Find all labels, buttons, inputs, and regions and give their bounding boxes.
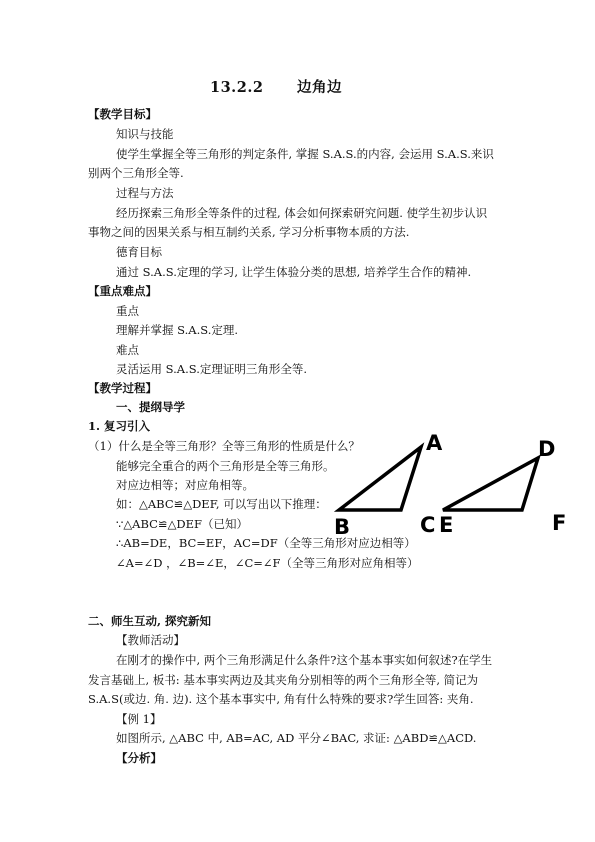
goal-knowledge-heading: 知识与技能 (116, 127, 174, 141)
label-c: C (420, 513, 436, 537)
goal-knowledge-text-2: 别两个三角形全等. (88, 166, 184, 180)
answer-line-2: 对应边相等；对应角相等。 (116, 478, 254, 492)
goal-process-text-2: 事物之间的因果关系与相互制约关系, 学习分析事物本质的方法. (88, 225, 410, 239)
answer-line-3: 如：△ABC≌△DEF, 可以写出以下推理： (116, 497, 327, 511)
answer-line-6: ∠A=∠D ，∠B=∠E，∠C=∠F（全等三角形对应角相等） (116, 556, 419, 570)
title-number: 13.2.2 (210, 79, 264, 96)
section-process-heading: 【教学过程】 (88, 381, 157, 395)
key-point-heading: 重点 (116, 304, 139, 318)
label-e: E (439, 513, 454, 537)
title-text: 边角边 (297, 79, 343, 96)
teacher-text-1: 在刚才的操作中, 两个三角形满足什么条件?这个基本事实如何叙述?在学生 (116, 653, 493, 667)
congruent-triangles-figure (330, 428, 590, 540)
goal-process-heading: 过程与方法 (116, 186, 174, 200)
difficulty-text: 灵活运用 S.A.S.定理证明三角形全等. (116, 362, 308, 376)
teacher-activity-heading: 【教师活动】 (116, 633, 185, 647)
triangle-abc (339, 447, 421, 510)
triangle-def (443, 458, 538, 510)
part-two-heading: 二、师生互动, 探究新知 (88, 614, 212, 628)
goal-moral-text: 通过 S.A.S.定理的学习, 让学生体验分类的思想, 培养学生合作的精神. (116, 265, 472, 279)
teacher-text-2: 发言基础上, 板书: 基本事实两边及其夹角分别相等的两个三角形全等, 简记为 (88, 673, 479, 687)
answer-line-5: ∴AB=DE，BC=EF，AC=DF（全等三角形对应边相等） (116, 536, 416, 550)
question-1: （1）什么是全等三角形？全等三角形的性质是什么？ (88, 439, 360, 453)
example-1-heading: 【例 1】 (116, 712, 162, 726)
label-a: A (426, 431, 443, 455)
part-one-heading: 一、提纲导学 (116, 400, 185, 414)
goal-process-text-1: 经历探索三角形全等条件的过程, 体会如何探索研究问题. 使学生初步认识 (116, 206, 488, 220)
label-d: D (538, 437, 556, 461)
difficulty-heading: 难点 (116, 343, 139, 357)
answer-line-4: ∵△ABC≌△DEF（已知） (116, 517, 249, 531)
section-key-heading: 【重点难点】 (88, 284, 157, 298)
teacher-text-3: S.A.S(或边. 角. 边). 这个基本事实中, 角有什么特殊的要求?学生回答: 夹角. (88, 692, 474, 706)
label-b: B (334, 515, 351, 539)
example-1-text: 如图所示, △ABC 中, AB=AC, AD 平分∠BAC, 求证: △ABD≌△ACD. (116, 731, 477, 745)
section-goals-heading: 【教学目标】 (88, 107, 157, 121)
review-heading: 1. 复习引入 (88, 419, 151, 433)
answer-line-1: 能够完全重合的两个三角形是全等三角形。 (116, 459, 335, 473)
key-point-text: 理解并掌握 S.A.S.定理. (116, 323, 239, 337)
goal-moral-heading: 德育目标 (116, 245, 162, 259)
analysis-heading: 【分析】 (116, 751, 162, 765)
goal-knowledge-text-1: 使学生掌握全等三角形的判定条件, 掌握 S.A.S.的内容, 会运用 S.A.S.来识 (116, 147, 494, 161)
page-title (210, 80, 342, 96)
label-f: F (552, 511, 567, 535)
